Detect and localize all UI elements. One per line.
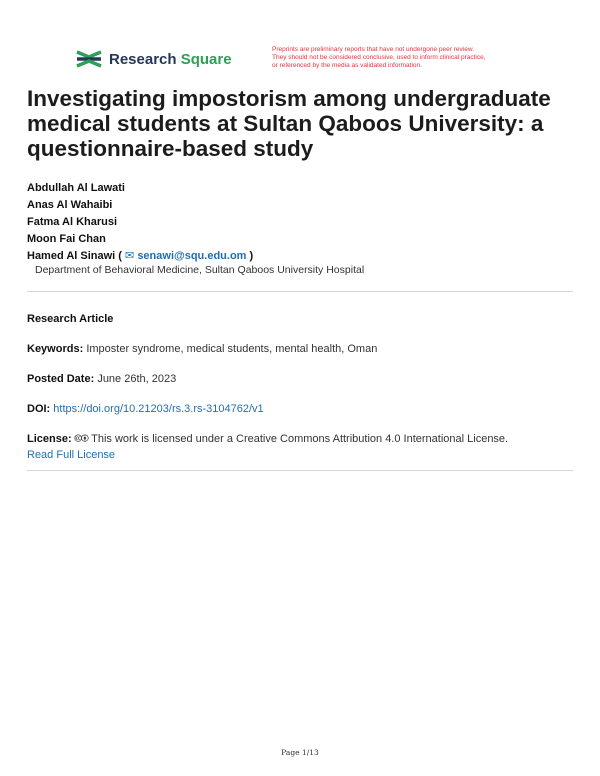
envelope-icon: ✉ — [125, 250, 135, 262]
keywords-row — [27, 343, 377, 355]
license-label: License: — [27, 433, 72, 445]
doi-row — [27, 403, 264, 415]
author-list — [27, 180, 253, 265]
research-square-logo — [75, 48, 232, 70]
license-row — [27, 433, 508, 446]
preprint-notice — [272, 46, 542, 70]
divider — [27, 470, 573, 471]
author-name: Fatma Al Kharusi — [27, 216, 118, 228]
page-number: Page 1/13 — [281, 748, 319, 757]
read-full-license-link[interactable]: Read Full License — [27, 449, 116, 461]
affiliation: Department of Behavioral Medicine, Sultan Qaboos University Hospital — [35, 264, 365, 276]
brand-name — [109, 51, 232, 68]
research-square-logo-icon — [75, 48, 103, 70]
notice-line: or referenced by the media as validated information. — [272, 62, 422, 69]
author-name: Moon Fai Chan — [27, 233, 106, 245]
posted-date-label: Posted Date: — [27, 373, 95, 385]
notice-line: They should not be considered conclusive, used to inform clinical practice, — [272, 54, 486, 61]
attribution-icon: 🅯 — [81, 433, 89, 445]
corresponding-author: Hamed Al Sinawi ( ✉ senawi@squ.edu.om ) — [27, 250, 254, 262]
brand-part2: Square — [180, 50, 232, 68]
creative-commons-icon: 🅭 — [74, 433, 82, 445]
article-type — [27, 313, 113, 325]
author-email-link[interactable]: senawi@squ.edu.om — [137, 250, 247, 262]
article-title: Investigating impostorism among undergraduate medical students at Sultan Qaboos University: a questionnaire-based study — [27, 86, 551, 161]
doi-label: DOI: — [27, 403, 51, 415]
keywords-label: Keywords: — [27, 343, 84, 355]
keywords-value: Imposter syndrome, medical students, mental health, Oman — [86, 343, 378, 355]
article-type-label: Research Article — [27, 313, 114, 325]
read-license-row — [27, 449, 115, 461]
author-name: Hamed Al Sinawi — [27, 250, 116, 262]
author-name: Anas Al Wahaibi — [27, 199, 113, 211]
notice-line: Preprints are preliminary reports that have not undergone peer review. — [272, 46, 474, 53]
author-name: Abdullah Al Lawati — [27, 182, 125, 194]
divider — [27, 291, 573, 292]
brand-part1: Research — [109, 50, 177, 68]
doi-link[interactable]: https://doi.org/10.21203/rs.3.rs-3104762/v1 — [53, 403, 264, 415]
posted-date-row — [27, 373, 176, 385]
posted-date-value: June 26th, 2023 — [97, 373, 177, 385]
license-text: This work is licensed under a Creative Commons Attribution 4.0 International License. — [91, 433, 509, 445]
